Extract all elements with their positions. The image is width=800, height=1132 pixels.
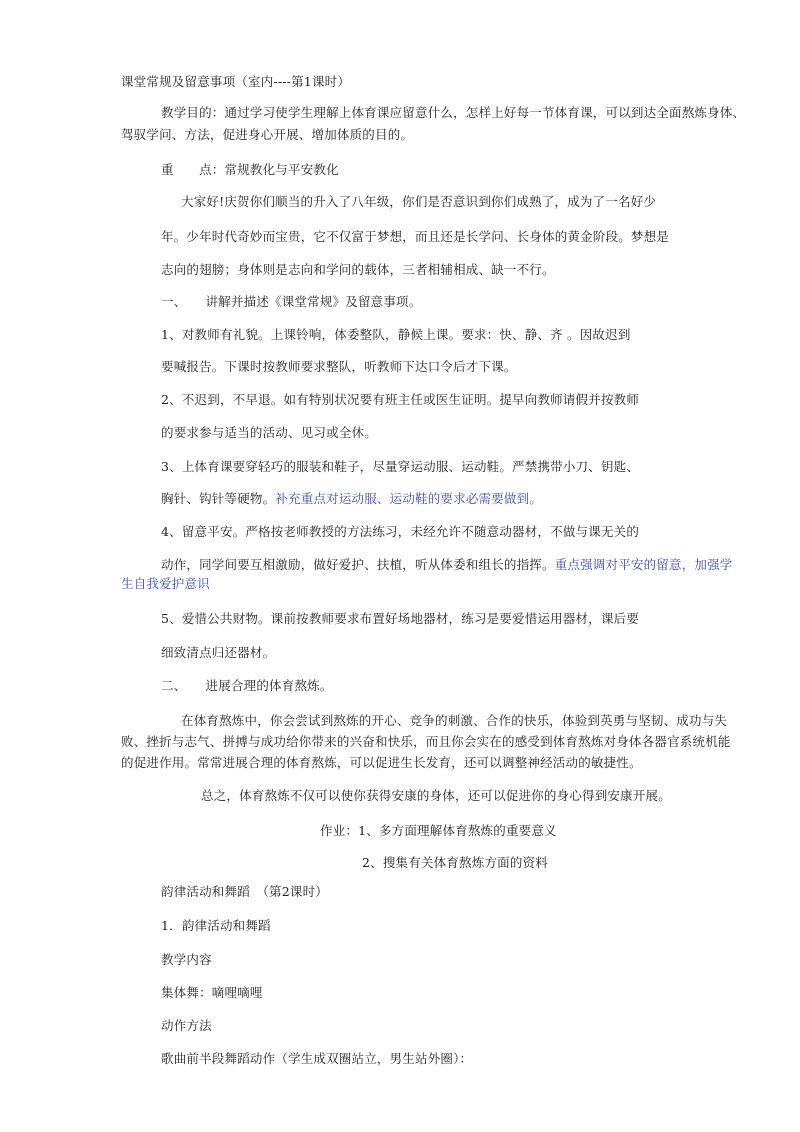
rule-5-line-2: 细致清点归还器材。 — [161, 645, 276, 660]
method-label: 动作方法 — [161, 1018, 212, 1033]
homework-2: 2、搜集有关体育熬炼方面的资料 — [362, 855, 548, 870]
section-2-heading: 二、 进展合理的体育熬炼。 — [161, 678, 333, 693]
exercise-line-2: 败、挫折与志气、拼搏与成功给你带来的兴奋和快乐，而且你会实在的感受到体育熬炼对身体各器官系统机能 — [121, 734, 731, 749]
intro-line-2: 年。少年时代奇妙而宝贵，它不仅富于梦想，而且还是长学问、长身体的黄金阶段。梦想是 — [161, 229, 670, 244]
lesson1-title: 课堂常规及留意事项（室内----第1课时） — [121, 74, 351, 89]
exercise-line-3: 的促进作用。常常进展合理的体育熬炼，可以促进生长发育，还可以调整神经活动的敏捷性。 — [121, 755, 642, 770]
dance-name: 集体舞：嘀哩嘀哩 — [161, 985, 263, 1000]
lesson2-title: 韵律活动和舞蹈 （第2课时） — [161, 884, 329, 899]
homework-1: 作业：1、多方面理解体育熬炼的重要意义 — [320, 823, 557, 838]
rule-5-line-1: 5、爱惜公共财物。课前按教师要求布置好场地器材，练习是要爱惜运用器材，课后要 — [161, 611, 640, 626]
rule-3-note: 补充重点对运动服、运动鞋的要求必需要做到。 — [275, 491, 543, 506]
rule-2-line-1: 2、不迟到，不早退。如有特别状况要有班主任或医生证明。提早向教师请假并按教师 — [161, 392, 640, 407]
rule-4-note-2: 生自我爱护意识 — [121, 576, 210, 591]
objective-line-1: 教学目的：通过学习使学生理解上体育课应留意什么，怎样上好每一节体育课，可以到达全面熬炼身体、 — [161, 105, 746, 120]
content-label: 教学内容 — [161, 952, 212, 967]
rule-1-line-1: 1、对教师有礼貌。上课铃响，体委整队，静候上课。要求：快、静、齐 。因故迟到 — [161, 327, 631, 342]
rule-3-text: 胸针、钩针等硬物。 — [161, 491, 276, 506]
key-point: 重 点：常规教化与平安教化 — [161, 162, 339, 177]
rule-4-line-1: 4、留意平安。严格按老师教授的方法练习，未经允许不随意动器材，不做与课无关的 — [161, 524, 640, 539]
summary: 总之，体育熬炼不仅可以使你获得安康的身体，还可以促进你的身心得到安康开展。 — [201, 788, 671, 803]
rule-1-line-2: 要喊报告。下课时按教师要求整队，听教师下达口令后才下课。 — [161, 359, 517, 374]
objective-line-2: 驾驭学问、方法，促进身心开展、增加体质的目的。 — [121, 127, 414, 142]
rule-3-line-1: 3、上体育课要穿轻巧的服装和鞋子，尽量穿运动服、运动鞋。严禁携带小刀、钥匙、 — [161, 459, 640, 474]
rule-3-line-2 — [161, 491, 542, 507]
lesson2-item-1: 1．韵律活动和舞蹈 — [161, 918, 271, 933]
rule-4-note-1: 重点强调对平安的留意，加强学 — [554, 557, 733, 572]
intro-line-3: 志向的翅膀；身体则是志向和学问的载体，三者相辅相成、缺一不行。 — [161, 262, 555, 277]
exercise-line-1: 在体育熬炼中，你会尝试到熬炼的开心、竞争的刺激、合作的快乐，体验到英勇与坚韧、成功与失 — [181, 713, 728, 728]
section-1-heading: 一、 讲解并描述《课堂常规》及留意事项。 — [161, 294, 422, 309]
intro-line-1: 大家好!庆贺你们顺当的升入了八年级，你们是否意识到你们成熟了，成为了一名好少 — [181, 194, 657, 209]
rule-4-text: 动作，同学间要互相激励，做好爱护、扶植，听从体委和组长的指挥。 — [161, 557, 555, 572]
first-half-movements: 歌曲前半段舞蹈动作（学生成双圈站立，男生站外圈）： — [161, 1051, 473, 1066]
rule-4-line-2 — [161, 557, 733, 573]
rule-2-line-2: 的要求参与适当的活动、见习或全休。 — [161, 425, 377, 440]
